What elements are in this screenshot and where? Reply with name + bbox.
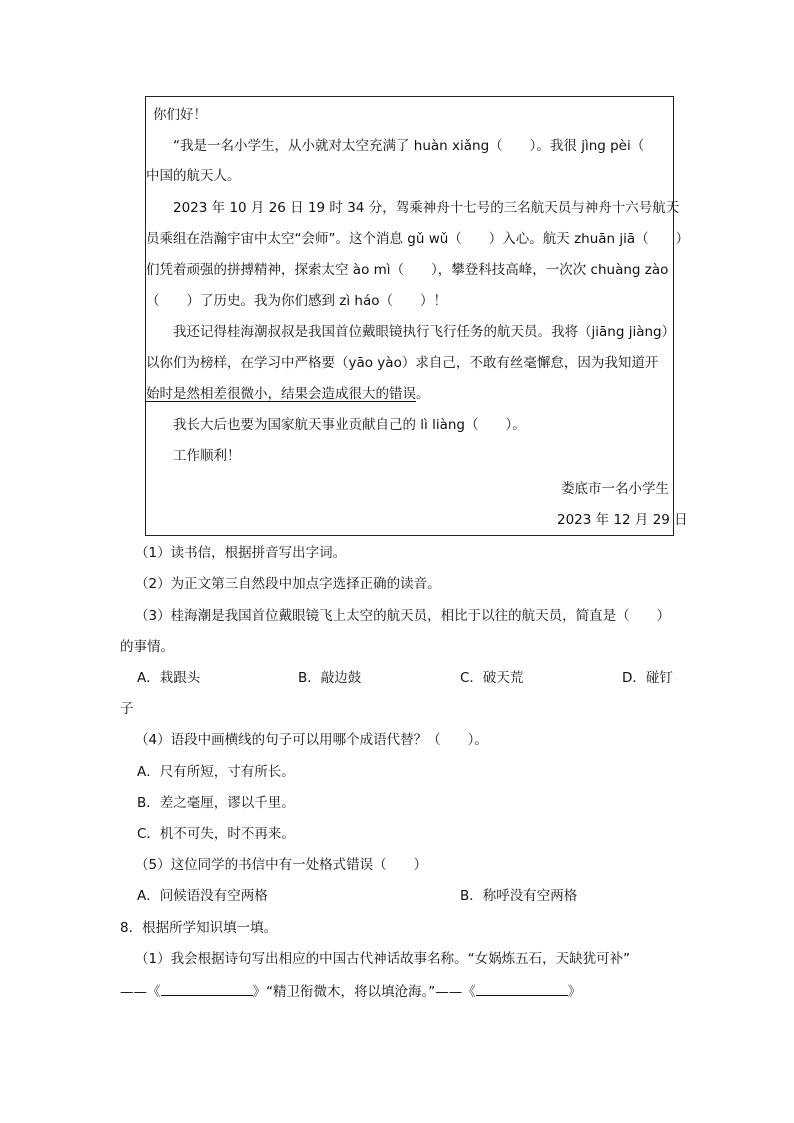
question-5: （5）这位同学的书信中有一处格式错误（ ） [135,857,428,873]
question-4: （4）语段中画横线的句子可以用哪个成语代替？（ ）。 [135,732,488,748]
letter-p4: 我长大后也要为国家航天事业贡献自己的 lì liàng（ ）。 [173,417,526,433]
question-8-1-line2: ——《 》“精卫衔微木，将以填沧海。”——《 》 [120,980,581,1002]
letter-closing: 工作顺利！ [173,448,241,464]
q3-option-d[interactable]: D．碰钉 [622,670,673,686]
letter-p2-line4: （ ）了历史。我为你们感到 zì háo（ ）！ [146,293,448,309]
question-3-line1: （3）桂海潮是我国首位戴眼镜飞上太空的航天员，相比于以往的航天员，简直是（ ） [135,608,671,624]
question-8-1-line1: （1）我会根据诗句写出相应的中国古代神话故事名称。“女娲炼五石，天缺犹可补” [135,951,631,967]
letter-p3-line2: 以你们为榜样，在学习中严格要（yāo yào）求自己，不敢有丝毫懈怠，因为我知道开 [146,355,659,371]
question-1: （1）读书信，根据拼音写出字词。 [135,545,347,561]
letter-greeting: 你们好！ [153,107,207,123]
q5-option-a[interactable]: A．问候语没有空两格 [137,888,268,904]
q4-option-a[interactable]: A．尺有所短，寸有所长。 [137,764,295,780]
letter-box [145,96,674,536]
letter-p3-line3: 始时是然相差很微小，结果会造成很大的错误。 [146,386,430,402]
underlined-sentence: 始时是然相差很微小，结果会造成很大的错误 [146,386,416,402]
q5-option-b[interactable]: B．称呼没有空两格 [460,888,578,904]
question-2: （2）为正文第三自然段中加点字选择正确的读音。 [135,576,441,592]
question-3-line2: 的事情。 [120,639,174,655]
letter-date: 2023 年 12 月 29 日 [557,512,688,528]
question-8: 8．根据所学知识填一填。 [120,920,278,936]
answer-blank-2[interactable] [476,980,568,996]
q3-option-b[interactable]: B．敲边鼓 [298,670,362,686]
answer-blank-1[interactable] [161,980,253,996]
q3-option-a[interactable]: A．栽跟头 [137,670,201,686]
letter-p2-line1: 2023 年 10 月 26 日 19 时 34 分，驾乘神舟十七号的三名航天员与神舟十六号航天 [173,200,680,216]
letter-p1-line1: “我是一名小学生，从小就对太空充满了 huàn xiǎng（ ）。我很 jìng pèi（ [173,138,645,154]
q3-option-d-wrap: 子 [120,701,134,717]
letter-signature: 娄底市一名小学生 [561,481,669,497]
letter-p1-line2: 中国的航天人。 [146,168,241,184]
q4-option-c[interactable]: C．机不可失，时不再来。 [137,826,295,842]
q4-option-b[interactable]: B．差之毫厘，谬以千里。 [137,795,295,811]
q3-option-c[interactable]: C．破天荒 [460,670,524,686]
letter-p2-line2: 员乘组在浩瀚宇宙中太空“会师”。这个消息 gǔ wǔ（ ）入心。航天 zhuān jiā（ ） [146,231,690,247]
letter-p3-line1: 我还记得桂海潮叔叔是我国首位戴眼镜执行飞行任务的航天员。我将（jiāng jiàng） [173,324,676,340]
letter-p2-line3: 们凭着顽强的拼搏精神，探索太空 ào mì（ ），攀登科技高峰，一次次 chuàng zào [146,262,669,278]
